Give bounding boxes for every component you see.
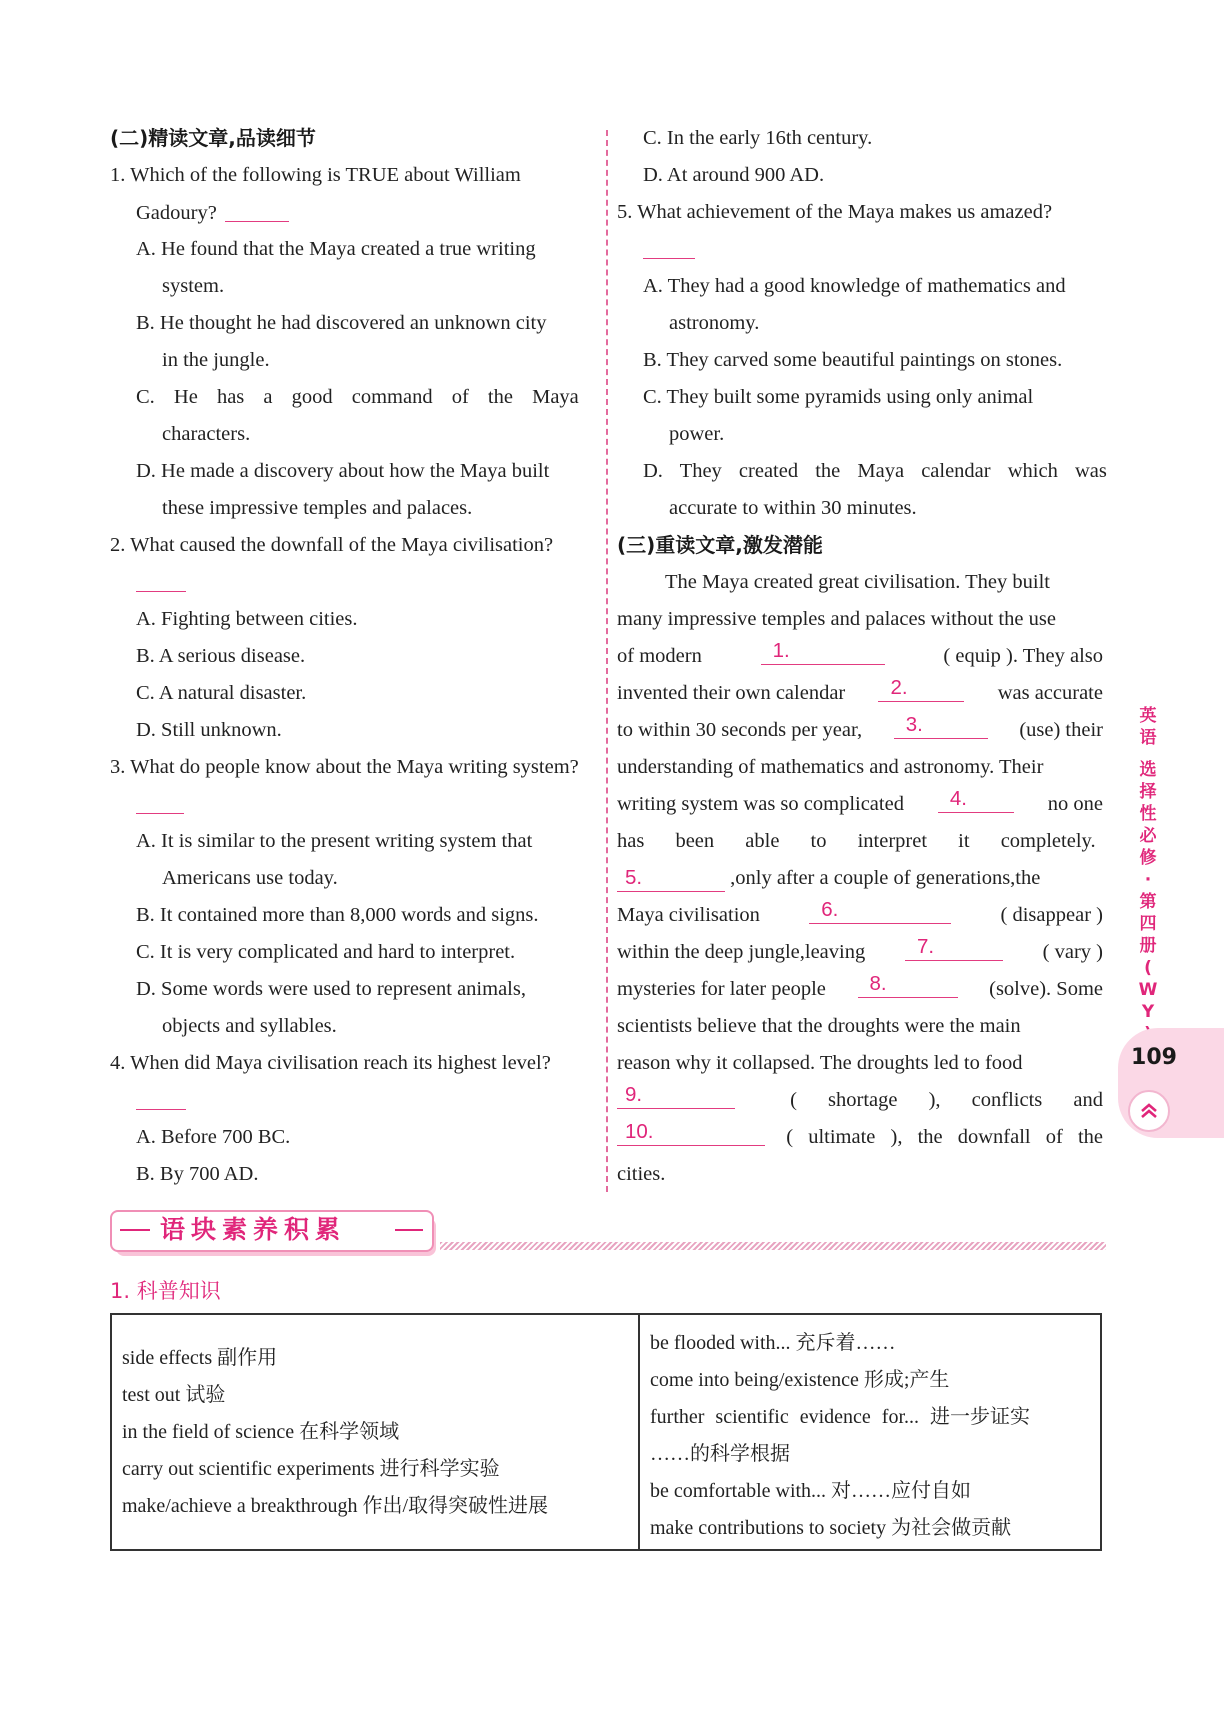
vocab-item: make contributions to society 为社会做贡献 <box>650 1517 1012 1539</box>
vocab-item: ……的科学根据 <box>650 1443 790 1465</box>
passage-line: many impressive temples and palaces without the use <box>617 608 1056 630</box>
fill-blank-9[interactable]: 9. <box>617 1082 735 1109</box>
q3-option-d-cont: objects and syllables. <box>162 1015 337 1037</box>
passage-text: writing system was so complicated <box>617 793 904 815</box>
q1-stem <box>110 157 597 194</box>
q5-option-a: A. They had a good knowledge of mathematics and <box>643 275 1066 297</box>
q5-option-c: C. They built some pyramids using only animal <box>643 386 1034 408</box>
vocab-item: be flooded with... 充斥着…… <box>650 1332 896 1354</box>
q4-option-d: D. At around 900 AD. <box>643 164 825 186</box>
q3-option-c: C. It is very complicated and hard to interpret. <box>136 941 516 963</box>
q3-option-a: A. It is similar to the present writing system that <box>136 830 533 852</box>
q3-blank-line <box>110 786 597 823</box>
vocab-item: in the field of science 在科学领域 <box>122 1420 400 1443</box>
side-label-char: 英 <box>1139 706 1157 726</box>
side-label-char: 必 <box>1139 826 1157 846</box>
q1-stem-cont <box>110 194 597 231</box>
vocab-item: be comfortable with... 对……应付自如 <box>650 1480 972 1502</box>
passage-text: Maya civilisation <box>617 904 760 926</box>
vocab-column-right <box>640 1315 1100 1549</box>
side-label-char: 第 <box>1139 892 1157 912</box>
q1-option-c: C. He has a good command of the Maya <box>136 386 579 408</box>
left-column <box>110 120 597 1193</box>
answer-blank[interactable] <box>225 197 289 222</box>
side-label-char: 修 <box>1139 848 1157 868</box>
side-label-char: Y <box>1141 1002 1155 1022</box>
side-label-char: W <box>1138 980 1158 1000</box>
passage-text: was accurate <box>997 682 1103 704</box>
vocab-item: side effects 副作用 <box>122 1346 278 1369</box>
passage-text: ( vary ) <box>1042 941 1103 963</box>
side-label-char: 性 <box>1139 804 1157 824</box>
q3-option-a-cont: Americans use today. <box>162 867 338 889</box>
fill-blank-10[interactable]: 10. <box>617 1119 765 1146</box>
q1-option-a-cont: system. <box>162 275 225 297</box>
banner-title: 语块素养积累 <box>160 1215 347 1244</box>
q4-blank-line <box>110 1082 597 1119</box>
side-label-char: 择 <box>1139 782 1157 802</box>
passage-text: (use) their <box>1019 719 1103 741</box>
fill-blank-5[interactable]: 5. <box>617 865 725 892</box>
answer-blank[interactable] <box>643 234 695 259</box>
fill-blank-2[interactable]: 2. <box>878 675 964 702</box>
answer-blank[interactable] <box>136 789 184 814</box>
scroll-up-button[interactable] <box>1128 1090 1170 1132</box>
passage-line: cities. <box>617 1163 666 1185</box>
passage-text: ( shortage ), conflicts and <box>790 1089 1103 1111</box>
double-chevron-up-icon <box>1138 1100 1160 1122</box>
fill-blank-3[interactable]: 3. <box>894 712 988 739</box>
q5-option-c-cont: power. <box>669 423 725 445</box>
passage-text: mysteries for later people <box>617 978 826 1000</box>
passage-line <box>617 1082 1103 1119</box>
passage-text: no one <box>1047 793 1103 815</box>
passage-line <box>617 934 1103 971</box>
q1-option-a: A. He found that the Maya created a true writing <box>136 238 536 260</box>
q4-option-a: A. Before 700 BC. <box>136 1126 291 1148</box>
passage-text: invented their own calendar <box>617 682 846 704</box>
q1-stem-text-2: Gadoury? <box>136 202 217 224</box>
fill-blank-6[interactable]: 6. <box>809 897 951 924</box>
q2-option-c: C. A natural disaster. <box>136 682 307 704</box>
fill-blank-7[interactable]: 7. <box>905 934 1003 961</box>
passage-line <box>617 1119 1103 1156</box>
vocab-item: come into being/existence 形成;产生 <box>650 1369 950 1391</box>
q4-option-c: C. In the early 16th century. <box>643 127 873 149</box>
q5-stem: 5. What achievement of the Maya makes us amazed? <box>617 201 1053 223</box>
passage-line <box>617 675 1103 712</box>
side-label-char <box>1133 749 1163 759</box>
q2-option-a: A. Fighting between cities. <box>136 608 358 630</box>
passage-line: The Maya created great civilisation. They built <box>665 571 1050 593</box>
fill-blank-1[interactable]: 1. <box>761 638 885 665</box>
q2-option-d: D. Still unknown. <box>136 719 282 741</box>
fill-blank-4[interactable]: 4. <box>938 786 1014 813</box>
side-label-char: 四 <box>1139 914 1157 934</box>
q5-blank-line <box>617 231 1103 268</box>
q1-option-d: D. He made a discovery about how the Maya built <box>136 460 550 482</box>
column-divider <box>606 130 608 1192</box>
vocabulary-table <box>110 1313 1102 1551</box>
passage-text: to within 30 seconds per year, <box>617 719 863 741</box>
side-label-char: · <box>1144 870 1152 890</box>
q1-option-c-cont: characters. <box>162 423 251 445</box>
section-title-intensive-reading: (二)精读文章,品读细节 <box>110 126 316 150</box>
answer-blank[interactable] <box>136 1085 186 1110</box>
passage-line: scientists believe that the droughts were the main <box>617 1015 1021 1037</box>
passage-line <box>617 897 1103 934</box>
q3-option-b: B. It contained more than 8,000 words and signs. <box>136 904 539 926</box>
passage-text: ,only after a couple of generations,the <box>730 867 1041 889</box>
passage-line <box>617 971 1103 1008</box>
q4-stem: 4. When did Maya civilisation reach its highest level? <box>110 1052 551 1074</box>
passage-line: reason why it collapsed. The droughts led to food <box>617 1052 1023 1074</box>
side-label-vertical <box>1133 705 1163 1045</box>
vocab-item: further scientific evidence for... 进一步证实 <box>650 1406 1030 1428</box>
q4-option-b: B. By 700 AD. <box>136 1163 259 1185</box>
q1-option-b: B. He thought he had discovered an unknown city <box>136 312 547 334</box>
q5-option-a-cont: astronomy. <box>669 312 760 334</box>
banner-rule-left <box>120 1229 150 1231</box>
q5-option-b: B. They carved some beautiful paintings on stones. <box>643 349 1063 371</box>
section-banner <box>110 1210 1106 1260</box>
q2-stem: 2. What caused the downfall of the Maya civilisation? <box>110 534 554 556</box>
right-column <box>617 120 1107 1193</box>
q2-option-b: B. A serious disease. <box>136 645 306 667</box>
hatch-divider <box>440 1242 1106 1250</box>
q5-option-d-cont: accurate to within 30 minutes. <box>669 497 917 519</box>
vocab-column-left <box>112 1315 640 1549</box>
passage-text: of modern <box>617 645 702 667</box>
q5-option-d: D. They created the Maya calendar which was <box>643 460 1107 482</box>
vocab-item: carry out scientific experiments 进行科学实验 <box>122 1457 500 1480</box>
passage-line: understanding of mathematics and astronomy. Their <box>617 756 1044 778</box>
page-number: 109 <box>1131 1045 1177 1070</box>
passage-line <box>617 860 1103 897</box>
q3-stem: 3. What do people know about the Maya writing system? <box>110 756 579 778</box>
answer-blank[interactable] <box>136 567 186 592</box>
passage-text: ( disappear ) <box>1000 904 1103 926</box>
q1-option-d-cont: these impressive temples and palaces. <box>162 497 473 519</box>
side-label-char: ( <box>1144 958 1152 978</box>
vocab-item: make/achieve a breakthrough 作出/取得突破性进展 <box>122 1494 548 1517</box>
q1-option-b-cont: in the jungle. <box>162 349 270 371</box>
side-label-char: 册 <box>1139 936 1157 956</box>
q3-option-d: D. Some words were used to represent animals, <box>136 978 526 1000</box>
vocab-item: test out 试验 <box>122 1383 226 1406</box>
q2-blank-line <box>110 564 597 601</box>
fill-blank-8[interactable]: 8. <box>858 971 958 998</box>
passage-text: ( equip ). They also <box>943 645 1103 667</box>
subsection-title: 1. 科普知识 <box>110 1279 221 1303</box>
passage-text: (solve). Some <box>989 978 1103 1000</box>
passage-line <box>617 786 1103 823</box>
side-label-char: 语 <box>1139 728 1157 748</box>
passage-line: has been able to interpret it completely. <box>617 830 1096 852</box>
passage-text: ( ultimate ), the downfall of the <box>786 1126 1103 1148</box>
side-label-char: 选 <box>1139 760 1157 780</box>
q1-stem-text: 1. Which of the following is TRUE about William <box>110 164 521 186</box>
passage-line <box>617 712 1103 749</box>
passage-line <box>617 638 1103 675</box>
section-title-reread: (三)重读文章,激发潜能 <box>617 533 823 557</box>
passage-text: within the deep jungle,leaving <box>617 941 866 963</box>
side-book-label <box>1133 705 1163 1045</box>
banner-rule-right <box>395 1229 423 1231</box>
